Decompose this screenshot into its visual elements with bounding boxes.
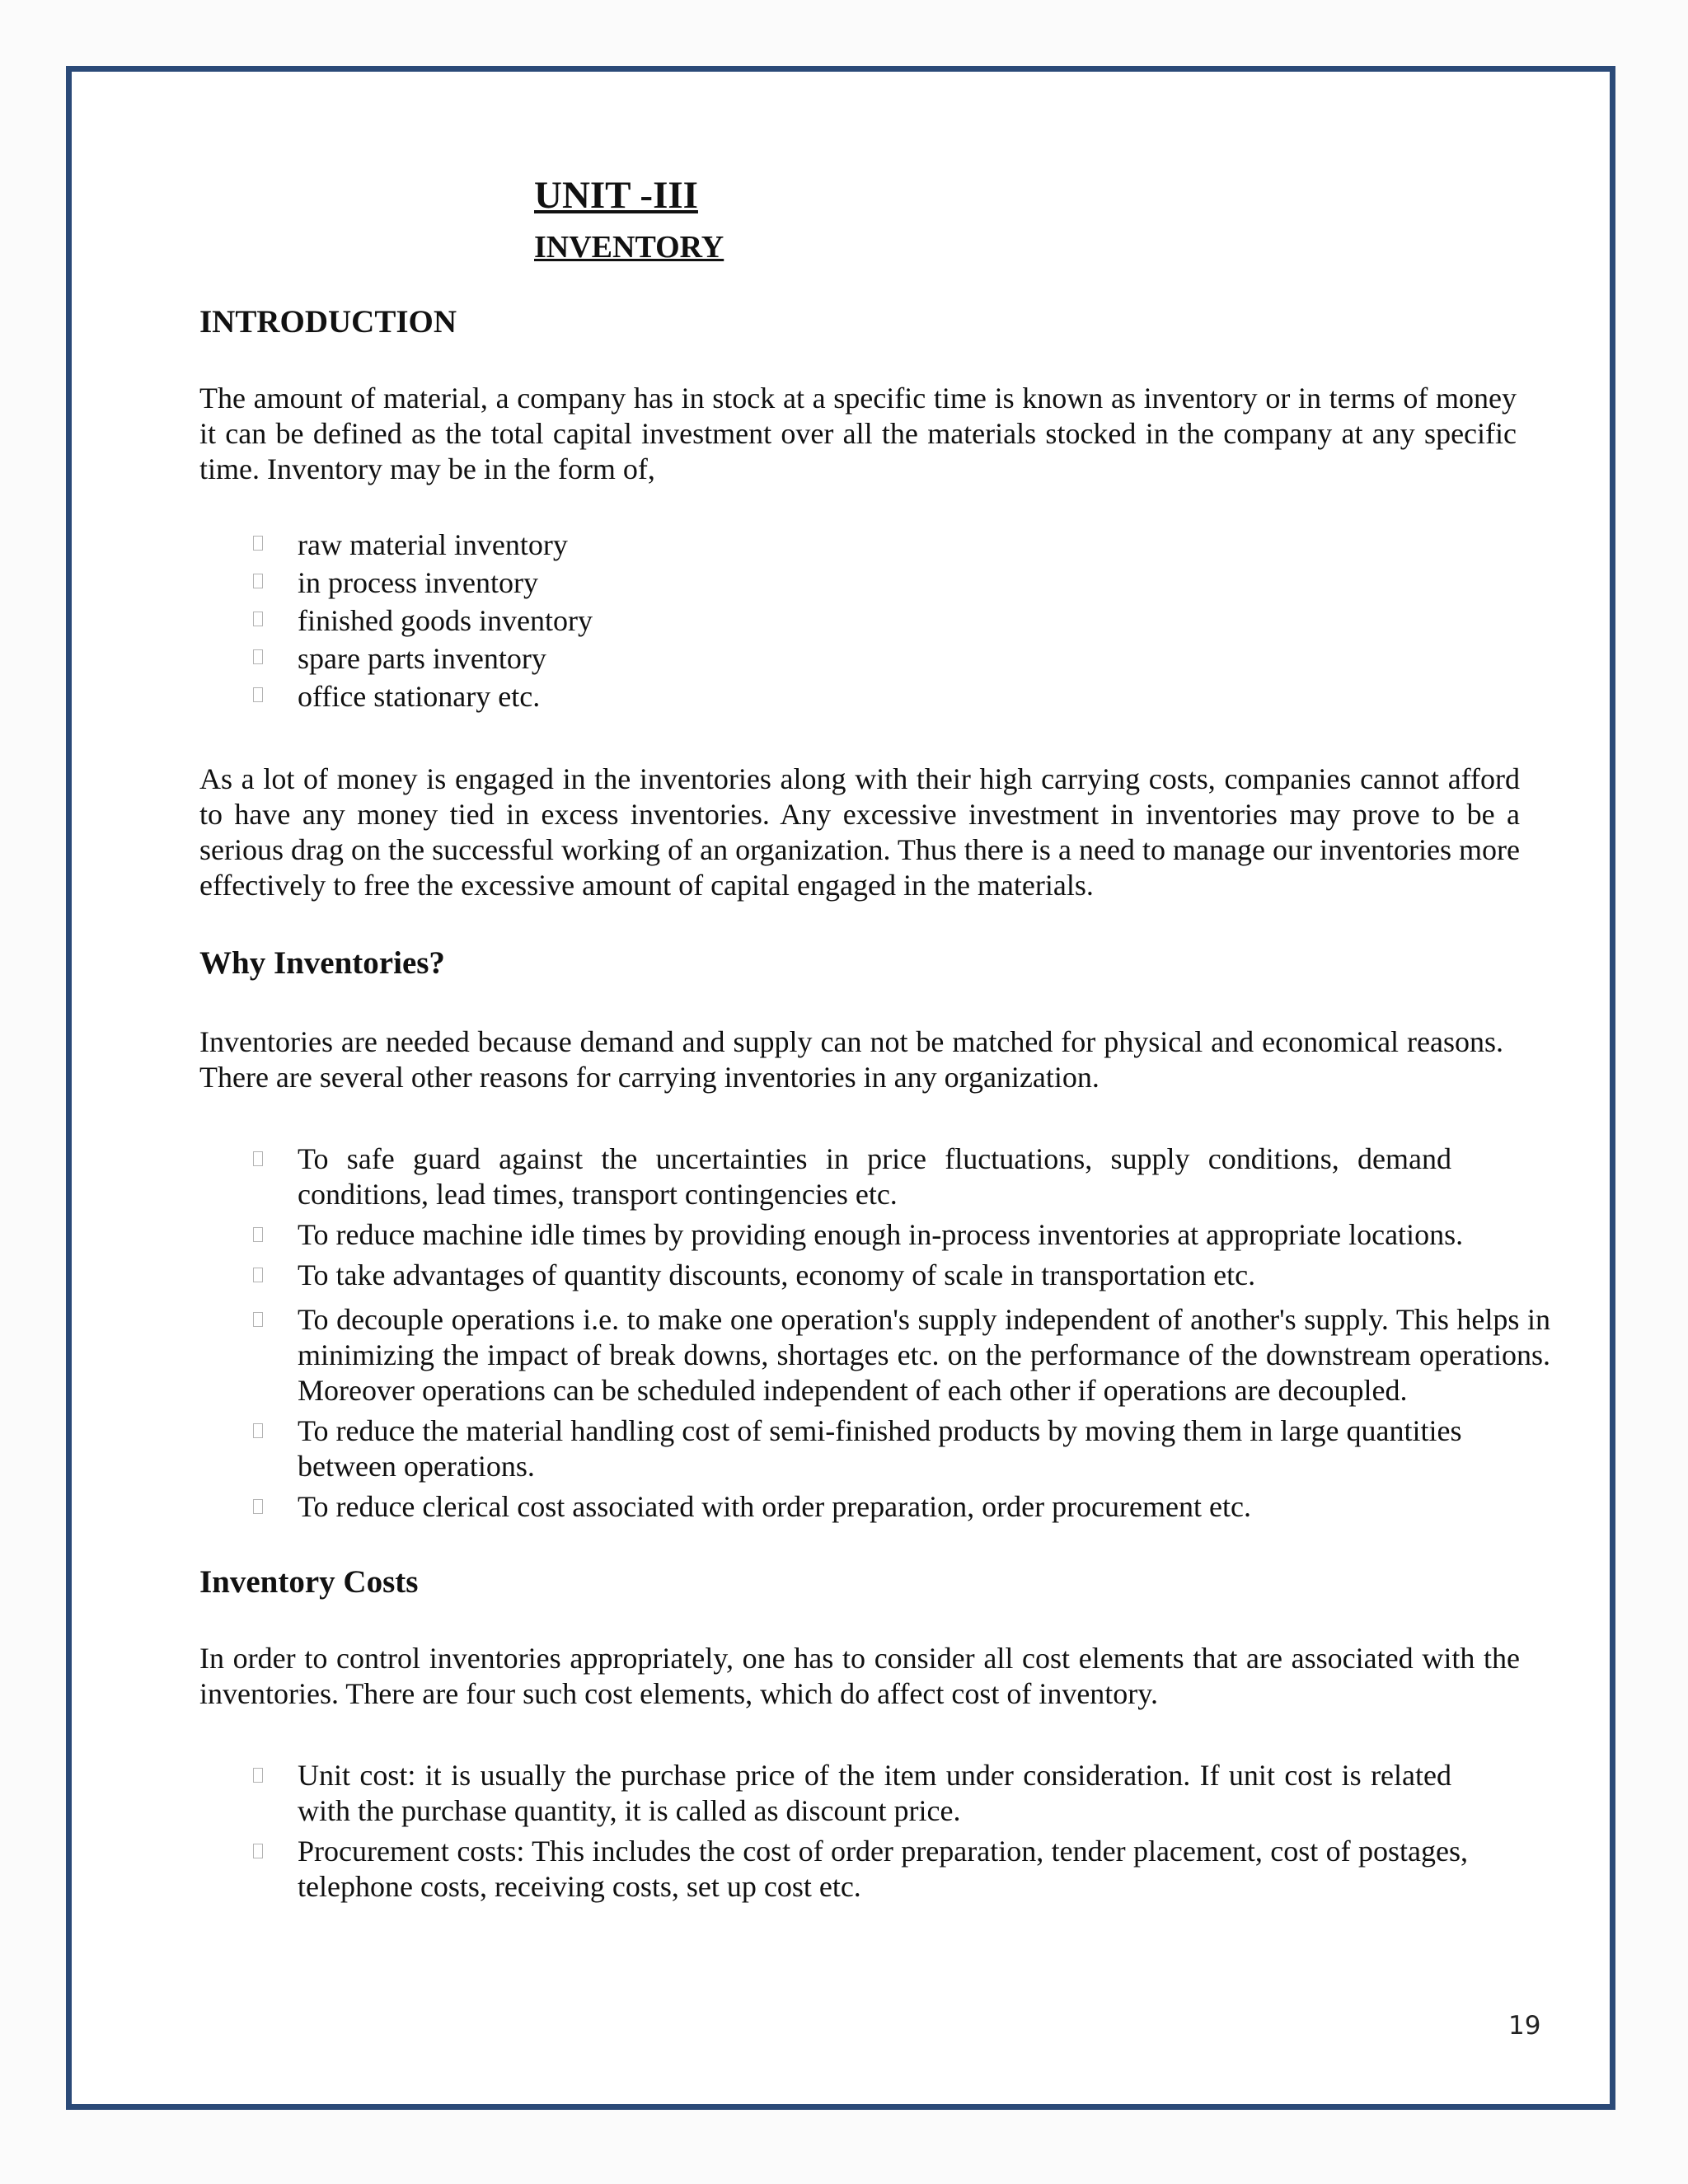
bullet-icon (253, 1151, 263, 1166)
list-item: To reduce clerical cost associated with order preparation, order procurement etc. (199, 1489, 1452, 1525)
unit-title: UNIT -III (534, 174, 698, 217)
bullet-icon (253, 1268, 263, 1282)
bullet-icon (253, 574, 263, 588)
bullet-icon (253, 687, 263, 702)
intro-paragraph: The amount of material, a company has in stock at a specific time is known as inventory or in terms of money it can be defined as the total capital investment over all the materials stocked in the company at any specific time. Inventory may be in the form of, (199, 381, 1517, 485)
bullet-icon (253, 536, 263, 551)
cost-elements-list (199, 1758, 1468, 1905)
list-item: To take advantages of quantity discounts, economy of scale in transportation etc. (199, 1258, 1452, 1293)
investment-paragraph: As a lot of money is engaged in the inventories along with their high carrying costs, companies cannot afford to have any money tied in excess inventories. Any excessive investment in inventories may prove to be a serious drag on the successful working of an organization. Thus there is a need to manage our inventories more effectively to free the excessive amount of capital engaged in the materials. (199, 762, 1520, 902)
bullet-icon (253, 1768, 263, 1783)
bullet-icon (253, 649, 263, 664)
list-item: To decouple operations i.e. to make one operation's supply independent of another's supply. This helps in minimizing the impact of break downs, shortages etc. on the performance of the downstream operations. Moreover operations can be scheduled independent of each other if operations are decoupled. (199, 1302, 1550, 1408)
bullet-icon (253, 1844, 263, 1858)
inventory-forms-list (199, 526, 1436, 715)
list-item: To reduce machine idle times by providing enough in-process inventories at appropriate locations. (199, 1217, 1468, 1253)
list-item: finished goods inventory (199, 602, 1436, 640)
unit-subject: INVENTORY (534, 230, 724, 265)
list-item: spare parts inventory (199, 640, 1436, 677)
reasons-list (199, 1141, 1550, 1525)
heading-inventory-costs: Inventory Costs (199, 1563, 419, 1600)
heading-why-inventories: Why Inventories? (199, 944, 445, 981)
heading-introduction: INTRODUCTION (199, 304, 457, 340)
list-item: raw material inventory (199, 526, 1436, 564)
bullet-icon (253, 612, 263, 626)
costs-paragraph: In order to control inventories appropriately, one has to consider all cost elements that are associated with the inventories. There are four such cost elements, which do affect cost of inventory. (199, 1642, 1520, 1711)
bullet-icon (253, 1499, 263, 1514)
list-item: Procurement costs: This includes the cost of order preparation, tender placement, cost of postages, telephone costs, receiving costs, set up cost etc. (199, 1834, 1468, 1905)
list-item: office stationary etc. (199, 677, 1436, 715)
why-paragraph: Inventories are needed because demand and supply can not be matched for physical and economical reasons. There are several other reasons for carrying inventories in any organization. (199, 1024, 1503, 1094)
list-item: Unit cost: it is usually the purchase price of the item under consideration. If unit cost is related with the purchase quantity, it is called as discount price. (199, 1758, 1451, 1829)
list-item: To safe guard against the uncertainties in price fluctuations, supply conditions, demand conditions, lead times, transport contingencies etc. (199, 1141, 1451, 1212)
document-body (199, 303, 1550, 1905)
bullet-icon (253, 1423, 263, 1438)
list-item: To reduce the material handling cost of semi-finished products by moving them in large quantities between operations. (199, 1413, 1468, 1484)
bullet-icon (253, 1227, 263, 1242)
page-number: 19 (1508, 2011, 1541, 2041)
bullet-icon (253, 1312, 263, 1327)
list-item: in process inventory (199, 564, 1436, 602)
